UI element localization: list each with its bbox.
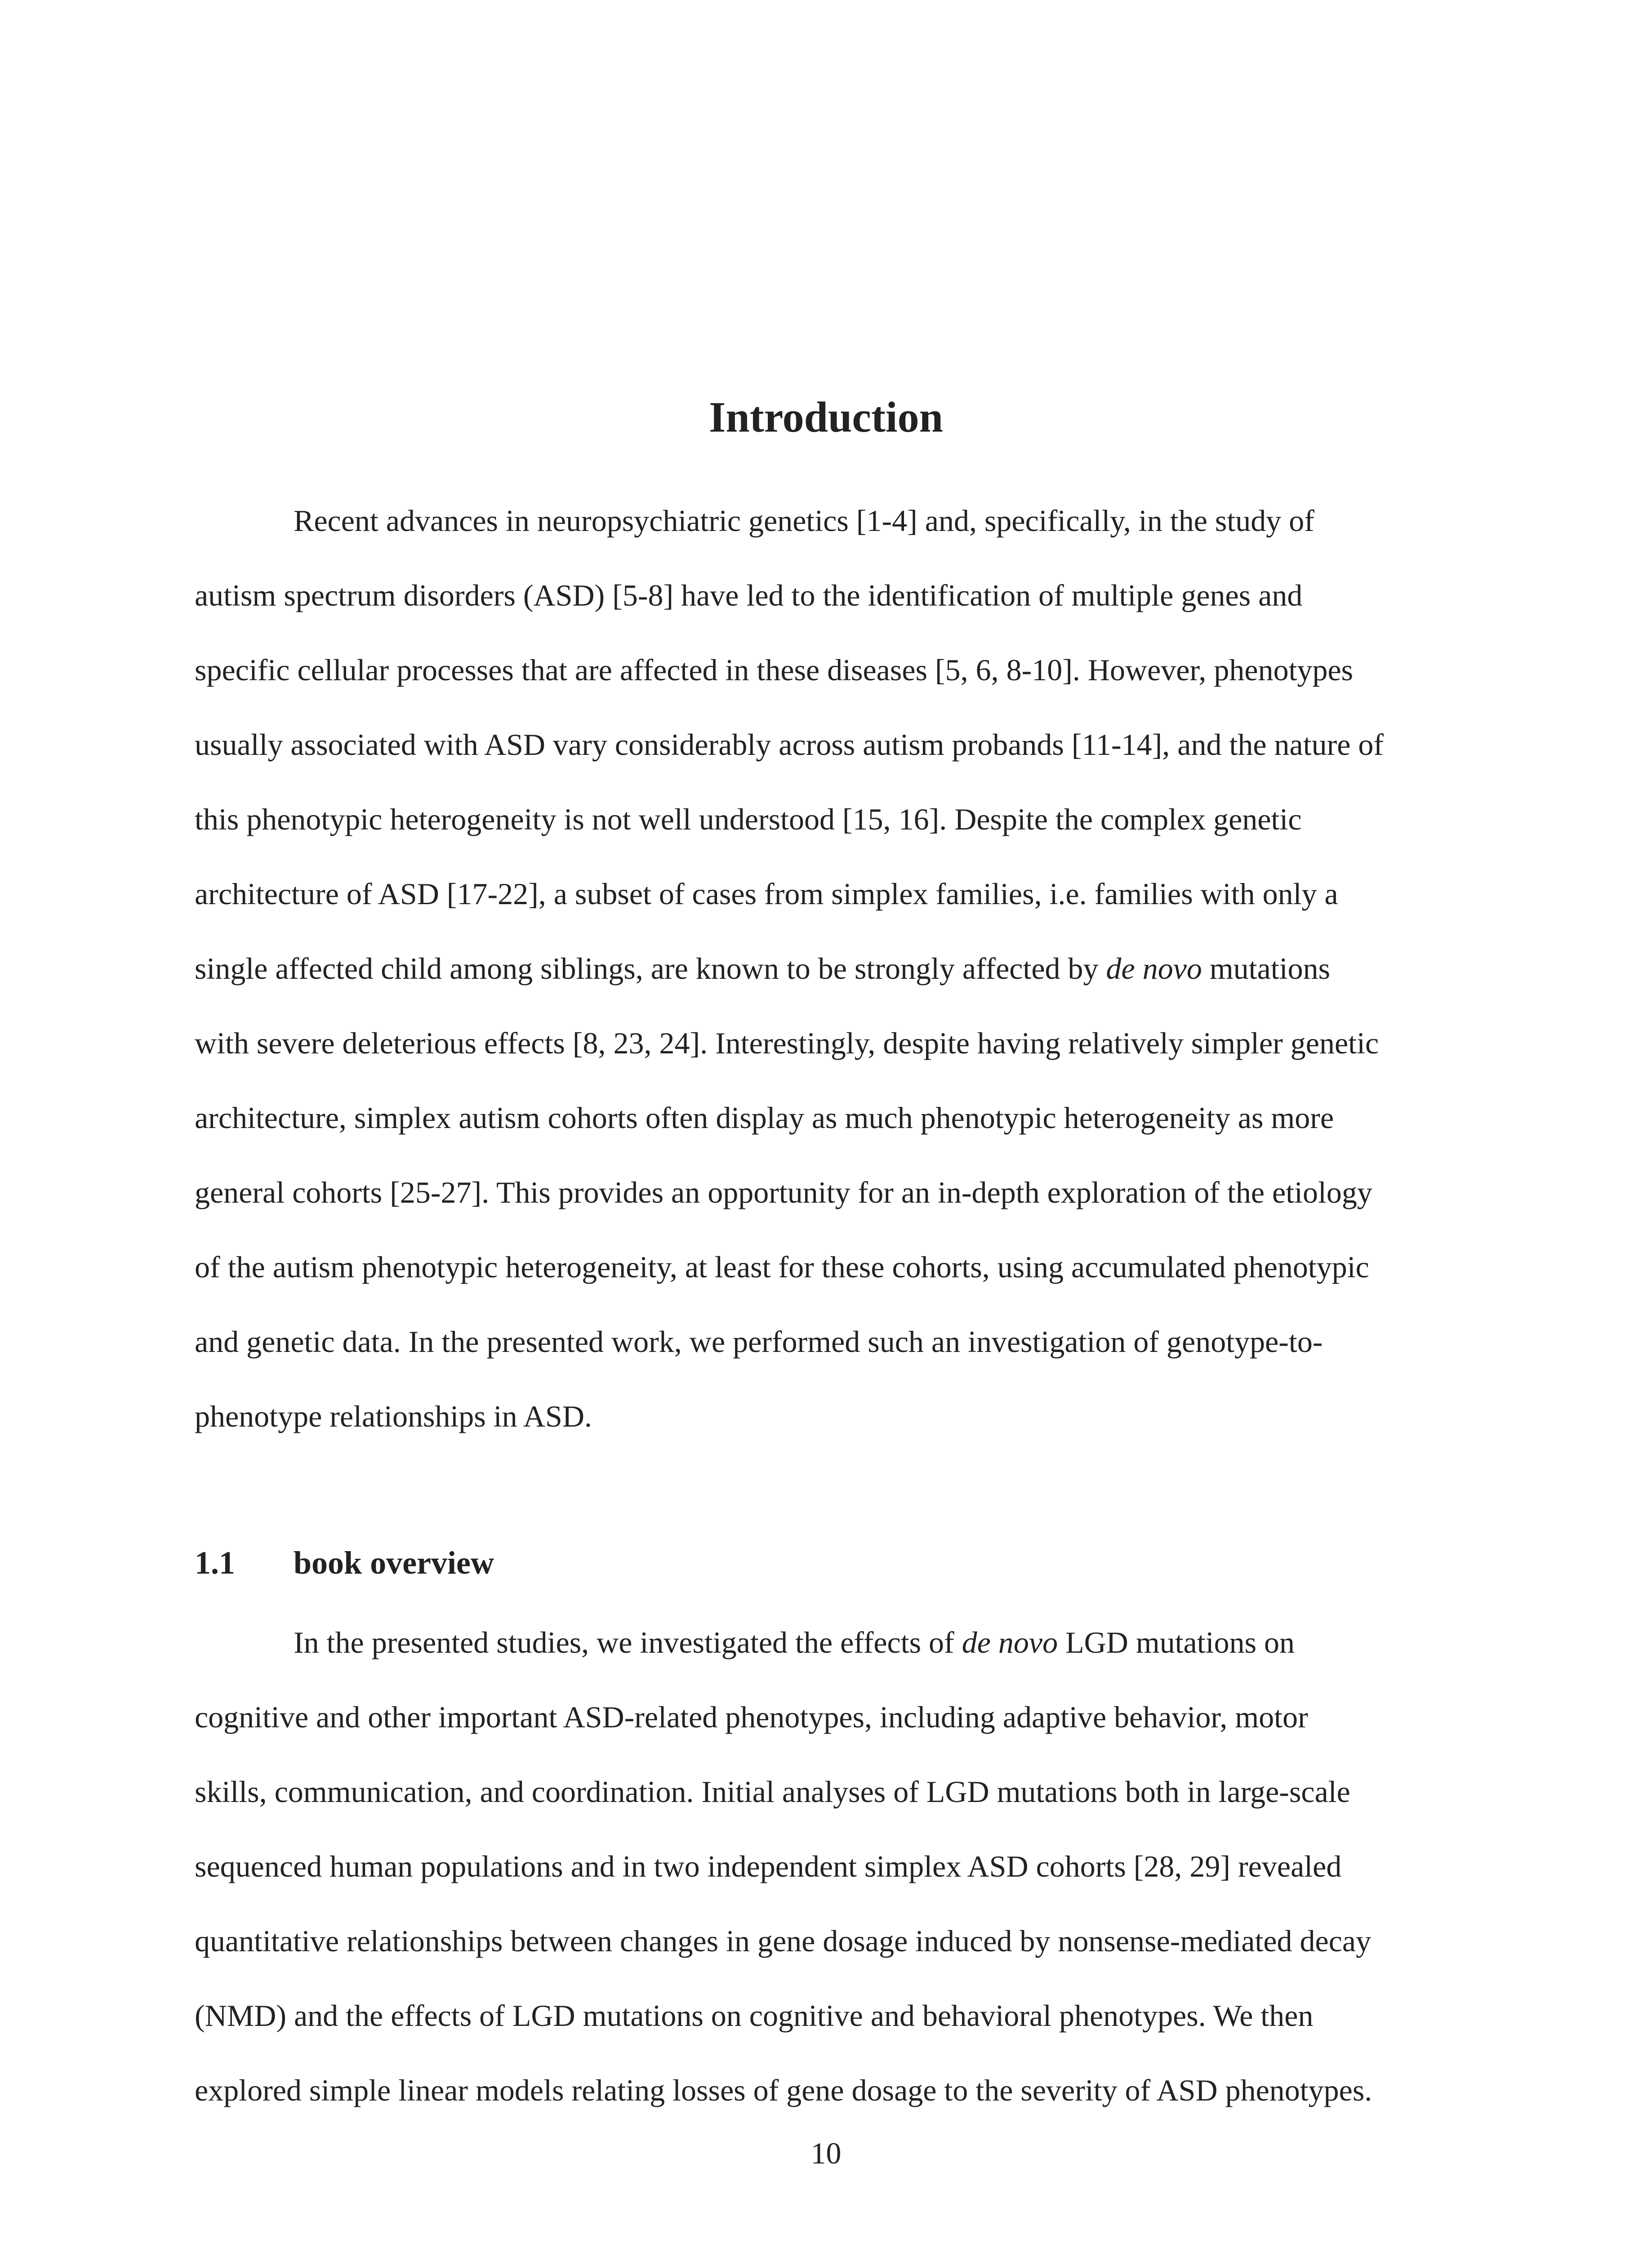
intro-paragraph [195, 483, 1462, 1454]
page-number: 10 [810, 2136, 842, 2170]
section-heading [195, 1547, 494, 1579]
paragraph-line: architecture, simplex autism cohorts often display as much phenotypic heterogeneity as more [195, 1101, 1334, 1135]
paragraph-line: with severe deleterious effects [8, 23, 24]. Interestingly, despite having relatively simpler genetic [195, 1026, 1379, 1060]
italic-term: de novo [1106, 951, 1202, 986]
paragraph-line: autism spectrum disorders (ASD) [5-8] have led to the identification of multiple genes and [195, 578, 1303, 612]
paragraph-line [195, 1605, 1462, 1680]
paragraph-line: explored simple linear models relating losses of gene dosage to the severity of ASD phenotypes. [195, 2073, 1372, 2107]
paragraph-line: phenotype relationships in ASD. [195, 1399, 592, 1433]
paragraph-line: skills, communication, and coordination. Initial analyses of LGD mutations both in large-scale [195, 1775, 1350, 1809]
italic-term: de novo [962, 1625, 1058, 1659]
chapter-title: Introduction [708, 393, 943, 441]
paragraph-line: usually associated with ASD vary considerably across autism probands [11-14], and the nature of [195, 727, 1384, 762]
paragraph-line: this phenotypic heterogeneity is not well understood [15, 16]. Despite the complex genetic [195, 802, 1302, 836]
paragraph-line: sequenced human populations and in two independent simplex ASD cohorts [28, 29] revealed [195, 1849, 1342, 1883]
paragraph-line: quantitative relationships between changes in gene dosage induced by nonsense-mediated decay [195, 1924, 1371, 1958]
paragraph-line: Recent advances in neuropsychiatric genetics [1-4] and, specifically, in the study of [294, 504, 1314, 538]
line-text: LGD mutations on [1058, 1625, 1295, 1659]
paragraph-line: and genetic data. In the presented work, we performed such an investigation of genotype-to- [195, 1325, 1323, 1359]
section-title: book overview [294, 1545, 494, 1581]
paragraph-line: architecture of ASD [17-22], a subset of cases from simplex families, i.e. families with only a [195, 877, 1338, 911]
overview-paragraph [195, 1605, 1462, 2128]
line-text: In the presented studies, we investigated the effects of [294, 1625, 962, 1659]
paragraph-line: (NMD) and the effects of LGD mutations on cognitive and behavioral phenotypes. We then [195, 1998, 1314, 2033]
section-number: 1.1 [195, 1545, 235, 1581]
paragraph-line: general cohorts [25-27]. This provides an opportunity for an in-depth exploration of the etiology [195, 1175, 1372, 1209]
paragraph-line: of the autism phenotypic heterogeneity, at least for these cohorts, using accumulated phenotypic [195, 1250, 1369, 1284]
line-text: single affected child among siblings, are known to be strongly affected by [195, 951, 1106, 986]
line-text: mutations [1202, 951, 1331, 986]
paragraph-line [195, 931, 1462, 1006]
paragraph-line: specific cellular processes that are affected in these diseases [5, 6, 8-10]. However, phenotypes [195, 653, 1354, 687]
paragraph-line: cognitive and other important ASD-related phenotypes, including adaptive behavior, motor [195, 1700, 1308, 1734]
